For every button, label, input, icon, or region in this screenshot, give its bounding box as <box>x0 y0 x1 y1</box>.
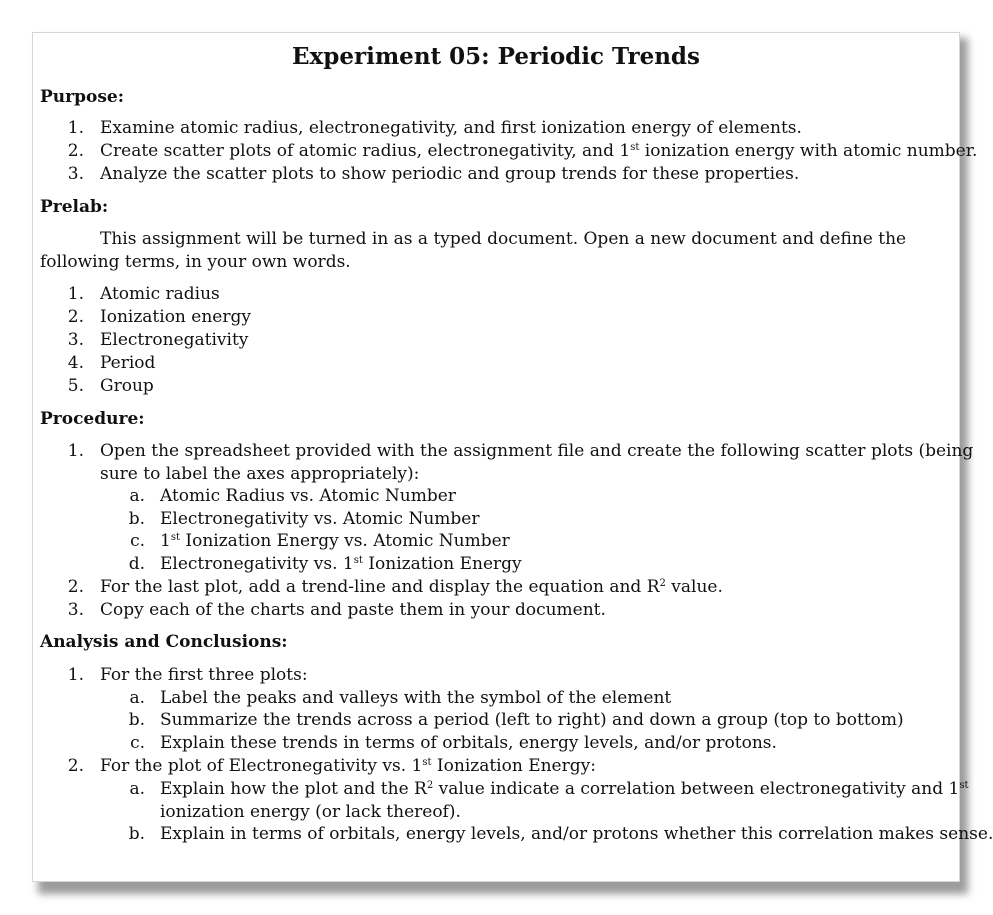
list-number: 4. <box>67 353 84 373</box>
analysis-sub-item-a: Label the peaks and valleys with the symbol of the element <box>160 688 672 708</box>
procedure-heading: Procedure: <box>40 409 145 429</box>
procedure-step-3: Copy each of the charts and paste them in your document. <box>100 600 606 620</box>
prelab-term: Group <box>100 376 154 396</box>
analysis-item-2: For the plot of Electronegativity vs. 1st Ionization Energy: <box>100 756 596 776</box>
analysis-item-1: For the first three plots: <box>100 665 308 685</box>
list-number: 3. <box>67 330 84 350</box>
list-number: 3. <box>67 164 84 184</box>
analysis-heading: Analysis and Conclusions: <box>40 632 288 652</box>
list-number: 1. <box>67 118 84 138</box>
procedure-sub-item-c: 1st Ionization Energy vs. Atomic Number <box>160 531 510 551</box>
document-page <box>32 32 993 882</box>
analysis-item-2-sub-b: Explain in terms of orbitals, energy levels, and/or protons whether this correlation makes sense. <box>160 824 993 844</box>
sub-letter: b. <box>128 509 145 529</box>
list-number: 1. <box>67 284 84 304</box>
procedure-sub-item-d: Electronegativity vs. 1st Ionization Energy <box>160 554 522 574</box>
list-number: 2. <box>67 756 84 776</box>
procedure-step-1-line-2: sure to label the axes appropriately): <box>100 464 420 484</box>
list-number: 2. <box>67 307 84 327</box>
analysis-item-2-sub-a-line-2: ionization energy (or lack thereof). <box>160 802 461 822</box>
procedure-sub-item-a: Atomic Radius vs. Atomic Number <box>160 486 456 506</box>
purpose-item-1: Examine atomic radius, electronegativity, and first ionization energy of elements. <box>100 118 802 138</box>
list-number: 2. <box>67 141 84 161</box>
purpose-heading: Purpose: <box>40 87 124 107</box>
analysis-sub-item-c: Explain these trends in terms of orbitals, energy levels, and/or protons. <box>160 733 777 753</box>
purpose-item-3: Analyze the scatter plots to show periodic and group trends for these properties. <box>100 164 800 184</box>
list-number: 1. <box>67 441 84 461</box>
analysis-item-2-sub-a-line-1: Explain how the plot and the $R^2$ value indicate a correlation between electronegativity and 1st <box>160 779 969 799</box>
prelab-heading: Prelab: <box>40 197 109 217</box>
prelab-paragraph-line-1: This assignment will be turned in as a typed document. Open a new document and define the <box>100 229 907 249</box>
list-number: 3. <box>67 600 84 620</box>
procedure-sub-item-b: Electronegativity vs. Atomic Number <box>160 509 480 529</box>
list-number: 2. <box>67 577 84 597</box>
procedure-step-2: For the last plot, add a trend-line and display the equation and $R^2$ value. <box>100 577 723 597</box>
list-number: 1. <box>67 665 84 685</box>
analysis-sub-item-b: Summarize the trends across a period (left to right) and down a group (top to bottom) <box>160 710 904 730</box>
sub-letter: c. <box>130 733 145 753</box>
sub-letter: b. <box>128 710 145 730</box>
sub-letter: d. <box>128 554 145 574</box>
prelab-paragraph-line-2: following terms, in your own words. <box>40 252 351 272</box>
sub-letter: a. <box>129 486 145 506</box>
purpose-item-2: Create scatter plots of atomic radius, electronegativity, and 1st ionization energy with atomic number. <box>100 141 978 161</box>
list-number: 5. <box>67 376 84 396</box>
prelab-term: Electronegativity <box>100 330 249 350</box>
prelab-term: Period <box>100 353 156 373</box>
sub-letter: b. <box>128 824 145 844</box>
sub-letter: c. <box>130 531 145 551</box>
sub-letter: a. <box>129 688 145 708</box>
prelab-term: Atomic radius <box>100 284 220 304</box>
sub-letter: a. <box>129 779 145 799</box>
page-title: Experiment 05: Periodic Trends <box>292 43 700 70</box>
prelab-term: Ionization energy <box>100 307 251 327</box>
procedure-step-1-line-1: Open the spreadsheet provided with the assignment file and create the following scatter plots (being <box>100 441 974 461</box>
